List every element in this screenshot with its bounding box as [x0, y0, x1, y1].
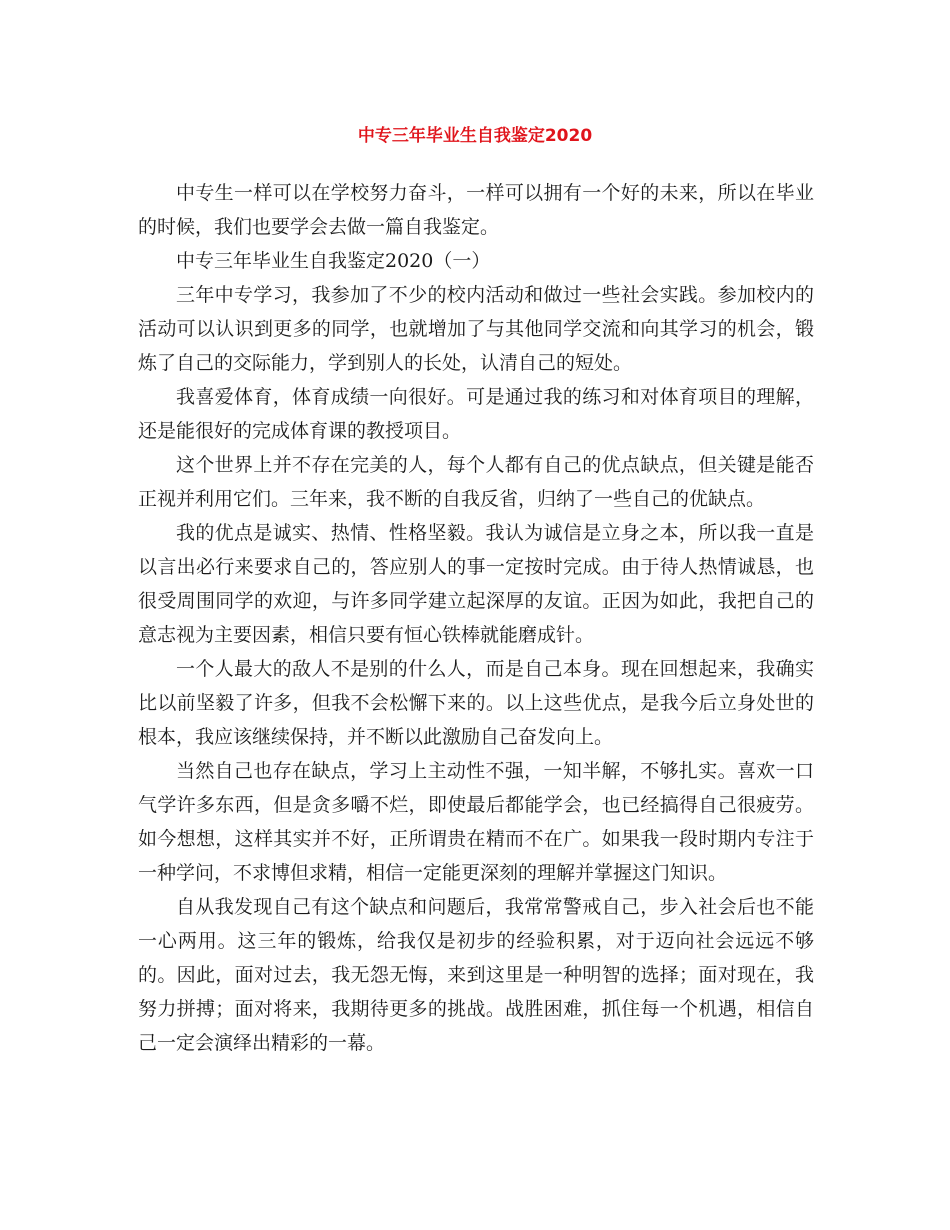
intro-paragraph: 中专生一样可以在学校努力奋斗，一样可以拥有一个好的未来，所以在毕业的时候，我们也要学会去做一篇自我鉴定。: [138, 182, 814, 238]
body-paragraph: 自从我发现自己有这个缺点和问题后，我常常警戒自己，步入社会后也不能一心两用。这三年的锻炼，给我仅是初步的经验积累，对于迈向社会远远不够的。因此，面对过去，我无怨无悔，来到这里是一种明智的选择；面对现在，我努力拼搏；面对将来，我期待更多的挑战。战胜困难，抓住每一个机遇，相信自己一定会演绎出精彩的一幕。: [138, 896, 814, 1054]
body-paragraph: 三年中专学习，我参加了不少的校内活动和做过一些社会实践。参加校内的活动可以认识到更多的同学，也就增加了与其他同学交流和向其学习的机会，锻炼了自己的交际能力，学到别人的长处，认清自己的短处。: [138, 284, 814, 374]
document-body: [138, 176, 814, 1060]
document-title: 中专三年毕业生自我鉴定2020: [357, 126, 593, 146]
body-paragraph: 一个人最大的敌人不是别的什么人，而是自己本身。现在回想起来，我确实比以前坚毅了许多，但我不会松懈下来的。以上这些优点，是我今后立身处世的根本，我应该继续保持，并不断以此激励自己奋发向上。: [138, 658, 814, 748]
body-paragraph: 这个世界上并不存在完美的人，每个人都有自己的优点缺点，但关键是能否正视并利用它们。三年来，我不断的自我反省，归纳了一些自己的优缺点。: [138, 454, 814, 510]
body-paragraph: 我的优点是诚实、热情、性格坚毅。我认为诚信是立身之本，所以我一直是以言出必行来要求自己的，答应别人的事一定按时完成。由于待人热情诚恳，也很受周围同学的欢迎，与许多同学建立起深厚的友谊。正因为如此，我把自己的意志视为主要因素，相信只要有恒心铁棒就能磨成针。: [138, 522, 814, 646]
body-paragraph: 我喜爱体育，体育成绩一向很好。可是通过我的练习和对体育项目的理解，还是能很好的完成体育课的教授项目。: [138, 386, 814, 442]
section-heading: 中专三年毕业生自我鉴定2020（一）: [176, 250, 491, 272]
body-paragraph: 当然自己也存在缺点，学习上主动性不强，一知半解，不够扎实。喜欢一口气学许多东西，但是贪多嚼不烂，即使最后都能学会，也已经搞得自己很疲劳。如今想想，这样其实并不好，正所谓贵在精而不在广。如果我一段时期内专注于一种学问，不求博但求精，相信一定能更深刻的理解并掌握这门知识。: [138, 760, 814, 884]
